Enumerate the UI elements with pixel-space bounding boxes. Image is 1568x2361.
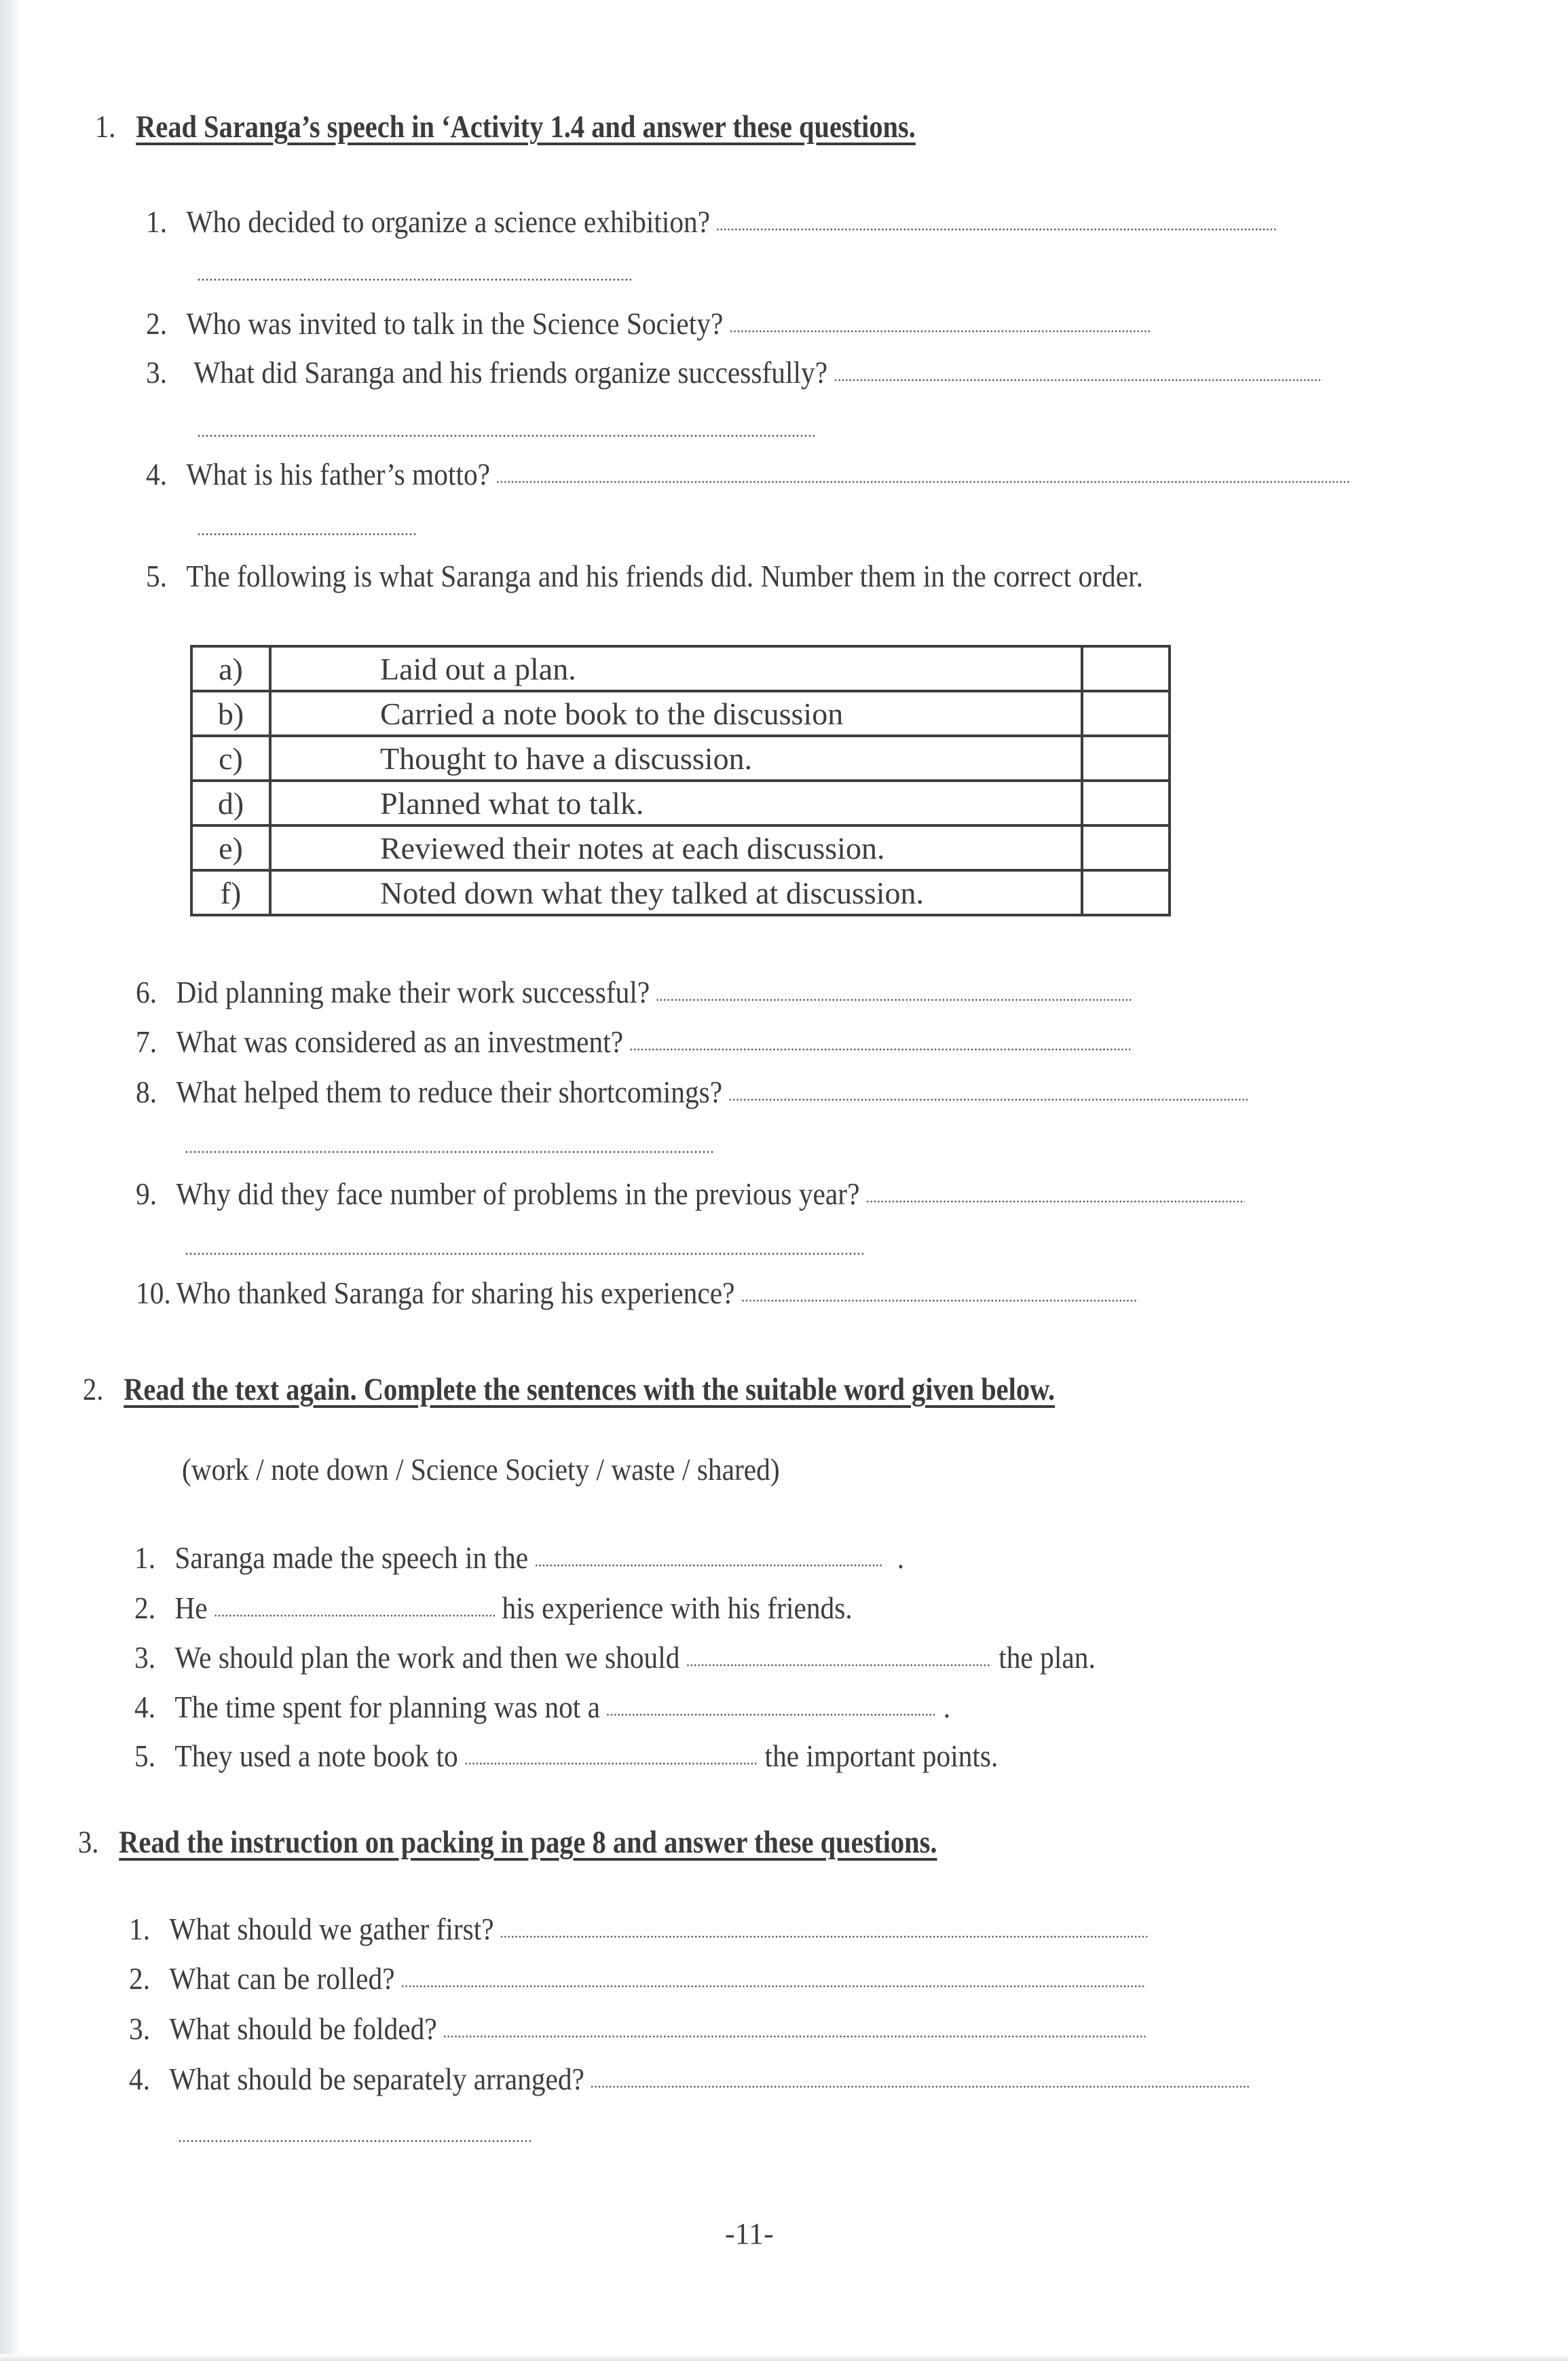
sentence-text-after: his experience with his friends.	[502, 1591, 853, 1625]
answer-line[interactable]	[197, 533, 417, 536]
blank-line[interactable]	[686, 1664, 991, 1667]
question-number: 6.	[136, 975, 157, 1009]
sentence-number: 1.	[134, 1540, 156, 1575]
order-answer-cell[interactable]	[1082, 691, 1170, 736]
page-number: -11-	[725, 2217, 774, 2250]
section1-heading	[95, 109, 916, 145]
answer-line[interactable]	[656, 999, 1132, 1001]
order-answer-cell[interactable]	[1082, 736, 1170, 781]
question-text: What is his father’s motto?	[186, 457, 491, 491]
answer-line[interactable]	[729, 330, 1151, 333]
question-number: 3.	[146, 355, 168, 390]
question-text: Did planning make their work successful?	[176, 975, 650, 1009]
sentence-text-after: the important points.	[764, 1739, 998, 1773]
order-answer-cell[interactable]	[1082, 870, 1170, 915]
sentence-text-before: We should plan the work and then we should	[174, 1640, 680, 1675]
section2-number: 2.	[83, 1372, 104, 1407]
sentence-text-before: Saranga made the speech in the	[174, 1540, 529, 1575]
question-number: 5.	[146, 559, 168, 593]
section2-title: Read the text again. Complete the sentences with the suitable word given below.	[124, 1372, 1056, 1407]
answer-line[interactable]	[591, 2085, 1250, 2088]
answer-line[interactable]	[500, 1935, 1148, 1938]
table-row	[191, 825, 1170, 870]
question-text: What was considered as an investment?	[176, 1024, 624, 1059]
question-number: 9.	[136, 1176, 157, 1211]
question-text: Who thanked Saranga for sharing his experience?	[176, 1276, 735, 1310]
answer-line[interactable]	[443, 2035, 1146, 2038]
question-number: 4.	[146, 457, 168, 491]
table-row	[191, 781, 1170, 825]
question-number: 2.	[146, 306, 168, 341]
row-letter: f)	[191, 870, 270, 915]
row-item: Planned what to talk.	[270, 781, 1082, 825]
blank-line[interactable]	[534, 1564, 882, 1567]
table-row	[191, 646, 1170, 691]
blank-line[interactable]	[606, 1713, 936, 1716]
question-text: Why did they face number of problems in the previous year?	[176, 1176, 860, 1211]
s1-question-1	[146, 204, 1278, 240]
row-letter: c)	[191, 736, 270, 781]
s1-question-4	[146, 456, 1351, 492]
answer-line[interactable]	[496, 481, 1351, 483]
question-text: What helped them to reduce their shortcomings?	[176, 1075, 723, 1109]
section3-number: 3.	[78, 1825, 99, 1860]
row-item: Noted down what they talked at discussion.	[270, 870, 1082, 915]
answer-line[interactable]	[728, 1098, 1248, 1101]
order-table	[190, 645, 1171, 916]
order-answer-cell[interactable]	[1082, 825, 1170, 870]
s1-question-3	[146, 354, 1322, 390]
question-number: 1.	[146, 204, 168, 239]
row-item: Laid out a plan.	[270, 646, 1082, 691]
question-number: 1.	[129, 1912, 151, 1946]
answer-line[interactable]	[178, 2140, 531, 2142]
s3-question-1	[129, 1911, 1148, 1947]
sentence-number: 5.	[134, 1739, 156, 1773]
sentence-text-after: .	[943, 1690, 951, 1724]
blank-line[interactable]	[464, 1762, 758, 1765]
sentence-text-after: the plan.	[998, 1640, 1096, 1675]
s2-sentence-3	[134, 1639, 1096, 1675]
table-row	[191, 736, 1170, 781]
answer-line[interactable]	[865, 1200, 1244, 1203]
table-row	[191, 691, 1170, 736]
s3-question-4	[129, 2061, 1250, 2097]
question-number: 2.	[129, 1961, 151, 1996]
s1-question-10	[136, 1275, 1138, 1311]
question-text: What can be rolled?	[169, 1961, 395, 1996]
section3-heading	[78, 1824, 937, 1861]
sentence-number: 3.	[134, 1640, 156, 1675]
answer-line[interactable]	[834, 379, 1322, 382]
s1-question-5	[146, 558, 1143, 594]
answer-line[interactable]	[185, 1252, 863, 1255]
word-bank: (work / note down / Science Society / waste / shared)	[182, 1452, 780, 1487]
s1-question-2	[146, 305, 1151, 341]
sentence-text-after: .	[897, 1540, 905, 1575]
row-item: Thought to have a discussion.	[270, 736, 1082, 781]
question-number: 10.	[136, 1276, 171, 1310]
sentence-text-before: He	[174, 1591, 208, 1625]
answer-line[interactable]	[197, 278, 631, 281]
section1-title: Read Saranga’s speech in ‘Activity 1.4 and answer these questions.	[136, 109, 916, 145]
s1-question-7	[136, 1024, 1130, 1060]
row-item: Carried a note book to the discussion	[270, 691, 1082, 736]
scan-edge-bottom	[0, 2354, 1568, 2361]
question-text: The following is what Saranga and his friends did. Number them in the correct order.	[186, 559, 1143, 593]
row-item: Reviewed their notes at each discussion.	[270, 825, 1082, 870]
question-text: Who decided to organize a science exhibition?	[186, 204, 711, 239]
question-number: 4.	[129, 2062, 151, 2096]
s3-question-3	[129, 2011, 1146, 2047]
s3-question-2	[129, 1960, 1146, 1996]
sentence-text-before: The time spent for planning was not a	[174, 1690, 601, 1724]
answer-line[interactable]	[741, 1299, 1138, 1302]
question-number: 8.	[136, 1075, 157, 1109]
section3-title: Read the instruction on packing in page 8 and answer these questions.	[119, 1825, 937, 1860]
section1-number: 1.	[95, 109, 116, 145]
blank-line[interactable]	[214, 1614, 495, 1617]
question-number: 7.	[136, 1024, 157, 1059]
row-letter: b)	[191, 691, 270, 736]
row-letter: a)	[191, 646, 270, 691]
scan-edge-left	[0, 0, 20, 2361]
answer-line[interactable]	[401, 1985, 1146, 1988]
s1-question-9	[136, 1176, 1244, 1212]
question-text: Who was invited to talk in the Science Society?	[186, 306, 724, 341]
question-text: What did Saranga and his friends organize successfully?	[193, 355, 828, 390]
answer-line[interactable]	[716, 228, 1278, 231]
sentence-number: 4.	[134, 1690, 156, 1724]
order-answer-cell[interactable]	[1082, 781, 1170, 825]
answer-line[interactable]	[629, 1048, 1130, 1051]
section2-heading	[83, 1371, 1055, 1408]
s2-sentence-2	[134, 1590, 853, 1626]
question-text: What should be folded?	[169, 2011, 437, 2046]
question-text: What should be separately arranged?	[169, 2062, 584, 2096]
s2-sentence-1	[134, 1540, 904, 1576]
answer-line[interactable]	[185, 1151, 714, 1153]
s1-question-6	[136, 974, 1132, 1010]
s1-question-8	[136, 1074, 1248, 1110]
row-letter: d)	[191, 781, 270, 825]
question-text: What should we gather first?	[169, 1912, 494, 1946]
order-answer-cell[interactable]	[1082, 646, 1170, 691]
answer-line[interactable]	[197, 434, 815, 437]
sentence-number: 2.	[134, 1591, 156, 1625]
sentence-text-before: They used a note book to	[174, 1739, 458, 1773]
table-row	[191, 870, 1170, 915]
row-letter: e)	[191, 825, 270, 870]
s2-sentence-4	[134, 1689, 950, 1725]
question-number: 3.	[129, 2011, 151, 2046]
s2-sentence-5	[134, 1738, 998, 1774]
